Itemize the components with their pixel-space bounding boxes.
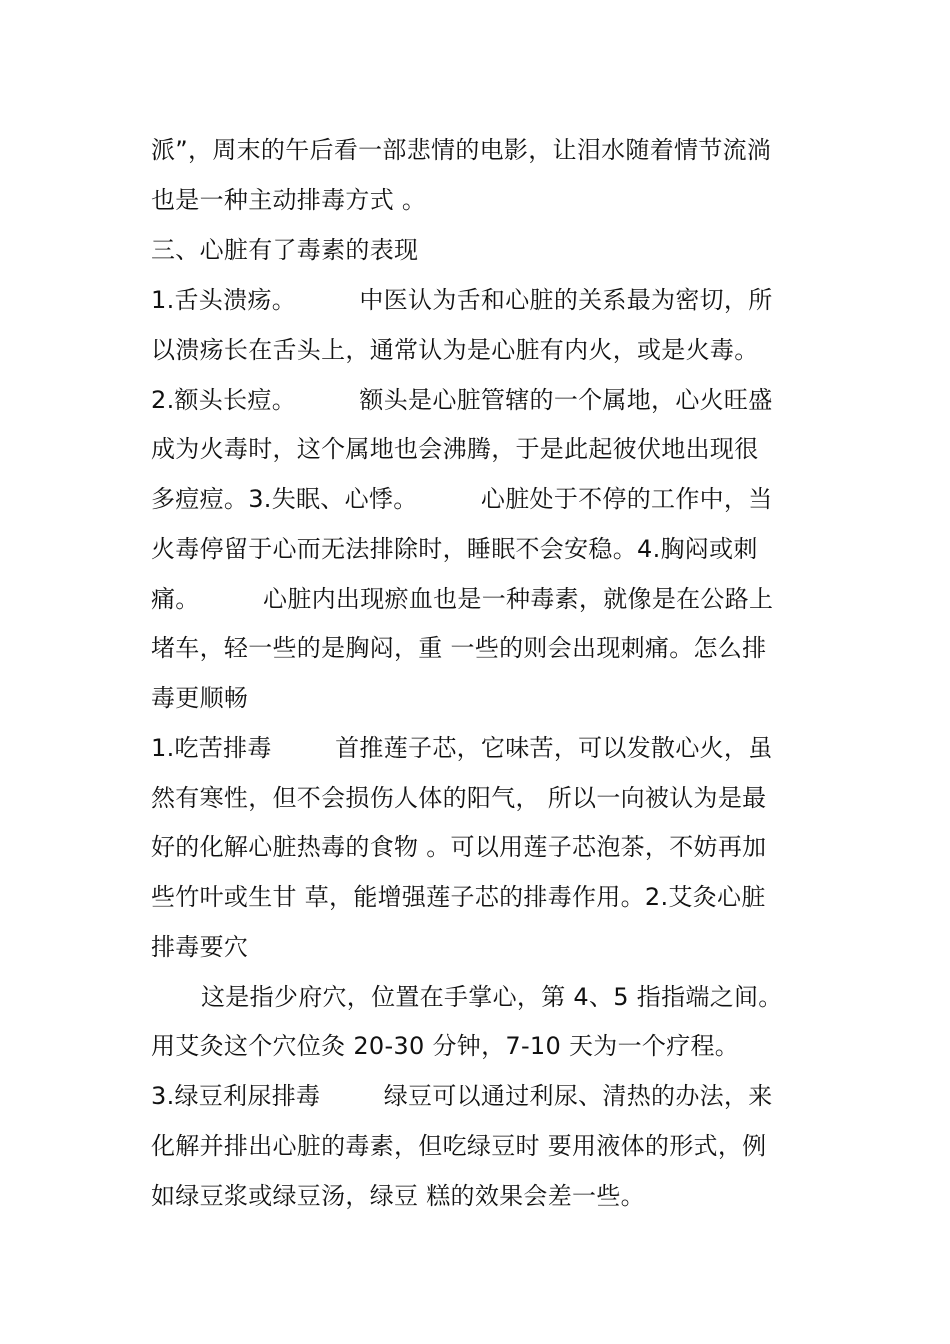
text-line: 派”，周末的午后看一部悲情的电影，让泪水随着情节流淌 — [151, 136, 772, 164]
text-line: 以溃疡长在舌头上，通常认为是心脏有内火，或是火毒。 — [151, 336, 759, 364]
text-line: 也是一种主动排毒方式 。 — [151, 186, 427, 214]
text-line: 堵车，轻一些的是胸闷，重 一些的则会出现刺痛。怎么排 — [151, 634, 767, 662]
section-heading: 三、心脏有了毒素的表现 — [151, 236, 419, 264]
text-line: 2.额头长痘。 额头是心脏管辖的一个属地，心火旺盛 — [151, 386, 773, 414]
text-line: 成为火毒时，这个属地也会沸腾，于是此起彼伏地出现很 — [151, 435, 759, 463]
text-line: 好的化解心脏热毒的食物 。可以用莲子芯泡茶，不妨再加 — [151, 833, 767, 861]
text-line: 些竹叶或生甘 草，能增强莲子芯的排毒作用。2.艾灸心脏 — [151, 883, 766, 911]
text-line: 如绿豆浆或绿豆汤，绿豆 糕的效果会差一些。 — [151, 1182, 645, 1210]
text-line: 然有寒性，但不会损伤人体的阳气， 所以一向被认为是最 — [151, 784, 767, 812]
text-line: 3.绿豆利尿排毒 绿豆可以通过利尿、清热的办法，来 — [151, 1082, 773, 1110]
text-line: 这是指少府穴，位置在手掌心，第 4、5 指指端之间。 — [201, 983, 783, 1011]
text-line: 用艾灸这个穴位灸 20-30 分钟，7-10 天为一个疗程。 — [151, 1032, 740, 1060]
text-line: 1.吃苦排毒 首推莲子芯，它味苦，可以发散心火，虽 — [151, 734, 773, 762]
text-line: 化解并排出心脏的毒素，但吃绿豆时 要用液体的形式，例 — [151, 1132, 767, 1160]
text-line: 1.舌头溃疡。 中医认为舌和心脏的关系最为密切，所 — [151, 286, 773, 314]
text-line: 多痘痘。3.失眠、心悸。 心脏处于不停的工作中，当 — [151, 485, 773, 513]
text-line: 火毒停留于心而无法排除时，睡眠不会安稳。4.胸闷或刺 — [151, 535, 758, 563]
text-line: 痛。 心脏内出现瘀血也是一种毒素，就像是在公路上 — [151, 585, 774, 613]
text-line: 排毒要穴 — [151, 933, 249, 961]
text-line: 毒更顺畅 — [151, 684, 249, 712]
